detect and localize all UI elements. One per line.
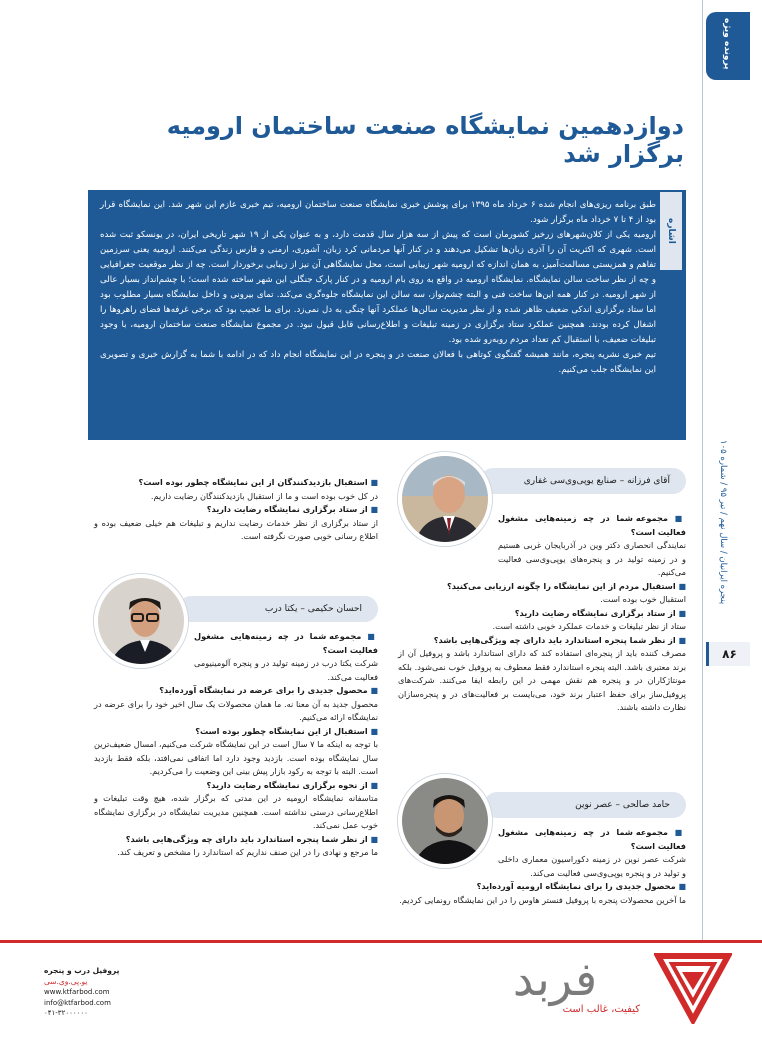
question: ■ از نظر شما پنجره استاندارد باید دارای چه ویژگی‌هایی باشد؟ — [398, 634, 686, 648]
intro-paragraph: ارومیه یکی از کلان‌شهرهای زرخیز کشورمان است که پیش از سه هزار سال قدمت دارد، و به عنوان یکی از ۱۹ شهر تاریخی ایران، در یونسکو ثبت شده است. شهری که اکثریت آن را آذری زبان‌ها تشکیل می‌دهند و در کنار آنها مردمانی کرد زبان، آشوری، ارمنی و فارس زندگی می‌کنند. ارومیه یعنی سرزمین تفاهم و همزیستی مسالمت‌آمیز، به همان اندازه که ارومیه شهر زیبایی است، محل نمایشگاهی آن نیز از زیبایی برخوردار است. چه از نظر موقعیت جغرافیایی و چه از نظر ساخت سالن نمایشگاه. نمایشگاه ارومیه در واقع به روی بام ارومیه و در کنار پارک جنگلی این شهر ساخته شده است؛ با چشم‌انداز بسیار عالی از شهر ارومیه. در کنار همه این‌ها ساخت فنی و البته چشم‌نواز، سه سالن این نمایشگاه جلوه‌گری می‌کند. تمای بیرونی و داخل نمایشگاه بسیار مطلوب بود اما ستاد برگزاری اندکی ضعیف ظاهر شده و از نظر مدیریت سالن‌ها عملکرد آنها چنگی به دل نمی‌زد. برای ما عجیب بود که برخی غرفه‌ها فضای راهروها را اشغال کرده بودند. همچنین عملکرد ستاد برگزاری در زمینه تبلیغات و اطلاع‌رسانی قابل قبول نبود. در مجموع نمایشگاه صنعت ساختمان ارومیه، با وجود تبلیغات ضعیف، با استقبال کم تعداد مردم روبه‌رو شده بود. — [100, 230, 656, 345]
interview-2-qa — [94, 630, 378, 860]
contact-website: www.ktfarbod.com — [44, 988, 110, 996]
intro-paragraph: تیم خبری نشریه پنجره، مانند همیشه گفتگوی کوتاهی با فعالان صنعت در و پنجره در این نمایشگاه انجام داد که در ادامه با شما به گزارش خبری و تصویری این نمایشگاه جلب می‌کنیم. — [100, 350, 656, 375]
intro-label: اشاره — [660, 192, 682, 270]
question: ■ محصول جدیدی را برای نمایشگاه ارومیه آورده‌اید؟ — [398, 880, 686, 894]
interview-1-qa — [398, 512, 686, 715]
intro-box — [88, 190, 686, 440]
question: ■ مجموعه شما در چه زمینه‌هایی مشغول فعالیت است؟ — [498, 512, 686, 539]
contact-line: پروفیل درب و پنجره — [44, 966, 120, 975]
interviewee-name-bar — [178, 596, 378, 622]
question: ■ استقبال از این نمایشگاه چطور بوده است؟ — [94, 725, 378, 739]
brand-logo-icon — [654, 950, 732, 1024]
question: ■ از نظر شما پنجره استاندارد باید دارای چه ویژگی‌هایی باشد؟ — [94, 833, 378, 847]
interview-3-qa — [398, 826, 686, 907]
interviewee-name-bar — [480, 468, 686, 494]
interviewee-name-bar — [484, 792, 686, 818]
footer-rule — [0, 940, 762, 943]
answer: از ستاد برگزاری از نظر خدمات رضایت نداریم و تبلیغات هم خیلی ضعیف بوده و اطلاع رسانی خوبی صورت نگرفته است. — [94, 517, 378, 541]
question: ■ از ستاد برگزاری نمایشگاه رضایت دارید؟ — [398, 607, 686, 621]
answer: ما آخرین محصولات پنجره با پروفیل فنستر هاوس را در این نمایشگاه رونمایی کردیم. — [399, 894, 686, 905]
page-number: ۸۶ — [722, 647, 737, 661]
contact-phone: ۰۴۱-۳۲۰۰۰۰۰۰ — [44, 1009, 88, 1017]
right-rail — [702, 0, 762, 940]
interviewee-name: آقای فرزانه – صنایع یوپی‌وی‌سی غفاری — [523, 476, 670, 486]
rail-divider — [702, 0, 703, 940]
question: ■ مجموعه شما در چه زمینه‌هایی مشغول فعالیت است؟ — [194, 630, 378, 657]
interviewee-name: احسان حکیمی – یکتا درب — [264, 604, 362, 614]
interview-continued-qa — [94, 476, 378, 544]
advertiser-contact — [44, 966, 154, 1019]
question: ■ از ستاد برگزاری نمایشگاه رضایت دارید؟ — [94, 503, 378, 517]
interviewee-name: حامد صالحی – عصر نوین — [575, 800, 670, 810]
answer: مصرف کننده باید از پنجره‌ای استفاده کند که دارای استاندارد باشد و پروفیل آن از برند معتبری باشد. البته پنجره استاندارد فقط معطوف به پروفیل خوب نمی‌شود. بلکه مونتاژکاران در و پنجره هم نقش مهمی در این رابطه ایفا می‌کنند. شرکت‌های پروفیل‌ساز برای حفظ اعتبار برند خود، می‌بایست بر فعالیت‌های در و پنجره‌سازان نظارت داشته باشند. — [398, 648, 686, 712]
answer: با توجه به اینکه ما ۷ سال است در این نمایشگاه شرکت می‌کنیم، امسال ضعیف‌ترین سال نمایشگاه بوده است. بازدید وجود دارد اما اتفاقی نمی‌افتد، بلکه فقط بازدید است. البته با توجه به رکود بازار پیش بینی این وضعیت را می‌کردیم. — [94, 739, 378, 776]
intro-paragraph: طبق برنامه ریزی‌های انجام شده ۶ خرداد ماه ۱۳۹۵ برای پوشش خبری نمایشگاه صنعت ساختمان ارومیه، تیم خبری عازم این شهر شد. این نمایشگاه قرار بود از ۴ تا ۷ خرداد ماه برگزار شود. — [100, 200, 656, 225]
answer: نمایندگی انحصاری دکتر وین در آذربایجان غربی هستیم و در زمینه تولید در و پنجره‌های یوپی‌وی‌سی فعالیت می‌کنیم. — [498, 540, 686, 577]
article-title: دوازدهمین نمایشگاه صنعت ساختمان ارومیه برگزار شد — [166, 112, 684, 168]
answer: ما مرجع و نهادی را در این صنف نداریم که استاندارد را مشخص و تعریف کند. — [117, 847, 378, 857]
question: ■ مجموعه شما در چه زمینه‌هایی مشغول فعالیت است؟ — [498, 826, 686, 853]
question: ■ از نحوه برگزاری نمایشگاه رضایت دارید؟ — [94, 779, 378, 793]
contact-line: یو.پی.وی.سی — [44, 976, 88, 986]
answer: محصول جدید به آن معنا نه. ما همان محصولات یک سال اخیر خود را برای عرضه در نمایشگاه ارائه می‌کنیم. — [94, 698, 378, 722]
section-tab — [706, 12, 750, 80]
question: ■ استقبال مردم از این نمایشگاه را چگونه ارزیابی می‌کنید؟ — [398, 580, 686, 594]
brand-slogan: کیفیت، غالب است — [562, 1004, 640, 1015]
page-number-box — [706, 642, 750, 666]
answer: شرکت یکتا درب در زمینه تولید در و پنجره آلومینیومی فعالیت می‌کند. — [194, 658, 378, 682]
question: ■ محصول جدیدی را برای عرضه در نمایشگاه آورده‌اید؟ — [94, 684, 378, 698]
question: ■ استقبال بازدیدکنندگان از این نمایشگاه چطور بوده است؟ — [94, 476, 378, 490]
answer: شرکت عصر نوین در زمینه دکوراسیون معماری داخلی و تولید در و پنجره یوپی‌وی‌سی فعالیت می‌کند. — [498, 854, 686, 878]
brand-wordmark: فربد — [512, 952, 598, 1006]
section-tab-label: پرونده ویژه — [722, 18, 732, 70]
answer: ستاد از نظر تبلیغات و خدمات عملکرد خوبی داشته است. — [492, 621, 686, 631]
answer: در کل خوب بوده است و ما از استقبال بازدیدکنندگان رضایت داریم. — [150, 490, 378, 501]
contact-email: info@ktfarbod.com — [44, 998, 111, 1007]
issue-info: پنجره ایرانیان / سال نهم / تیر ۹۵ / شماره ۱۰۵ — [718, 440, 728, 605]
answer: متاسفانه نمایشگاه ارومیه در این مدتی که برگزار شده، هیچ وقت تبلیغات و اطلاع‌رسانی درستی نداشته است. همچنین مدیریت نمایشگاه در برگزاری نمایشگاه خوب عمل نمی‌کند. — [94, 793, 378, 830]
answer: استقبال خوب بوده است. — [600, 594, 686, 604]
